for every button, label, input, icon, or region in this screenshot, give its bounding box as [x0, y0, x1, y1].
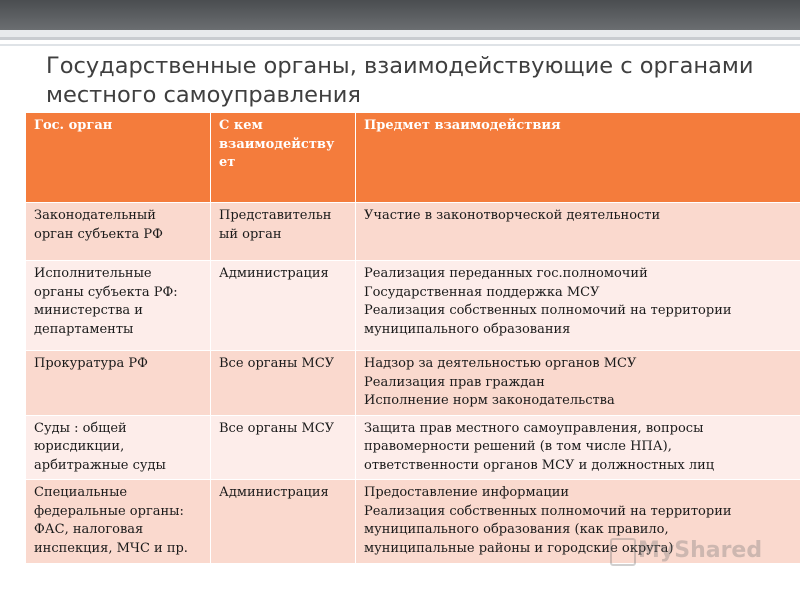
cell-line: муниципального образования (как правило, [364, 522, 669, 537]
slide-title: Государственные органы, взаимодействующие с органами местного самоуправления [46, 53, 754, 108]
cell-subject [356, 261, 800, 351]
watermark [608, 538, 762, 563]
cell-line: ответственности органов МСУ и должностных лиц [364, 457, 715, 473]
cell-line: Реализация собственных полномочий на территории [364, 303, 732, 318]
header-with-whom: С кем взаимодейству ет [211, 113, 356, 203]
cell-line: Реализация собственных полномочий на территории [364, 503, 732, 519]
watermark-text: MyShared [638, 538, 763, 563]
cell-with-whom [211, 415, 356, 480]
cell-line: муниципального образования [364, 321, 571, 337]
cell-gov-organ [26, 351, 211, 416]
cell-with-whom [211, 203, 356, 261]
table-body [26, 203, 800, 564]
cell-gov-organ [26, 203, 211, 261]
cell-line: орган субъекта РФ [34, 226, 163, 242]
cell-line: юрисдикции, [34, 439, 125, 454]
cell-line: Реализация переданных гос.полномочий [364, 266, 648, 281]
table-header-row [26, 113, 800, 203]
cell-with-whom [211, 351, 356, 416]
title-divider [0, 44, 800, 46]
cell-with-whom [211, 480, 356, 564]
cell-subject [356, 351, 800, 416]
interaction-table [25, 112, 800, 564]
cell-line: Исполнение норм законодательства [364, 393, 615, 408]
cell-line: органы субъекта РФ: [34, 284, 178, 300]
cell-subject [356, 415, 800, 480]
cell-line: правомерности решений (в том числе НПА), [364, 439, 672, 454]
table-row [26, 415, 800, 480]
cell-line: Прокуратура РФ [34, 356, 148, 371]
cell-gov-organ [26, 415, 211, 480]
table-row [26, 351, 800, 416]
header-gov-organ: Гос. орган [26, 113, 211, 203]
cell-line: Администрация [219, 266, 329, 281]
cell-line: Все органы МСУ [219, 420, 335, 436]
cell-line: Суды : общей [34, 420, 127, 436]
cell-line: федеральные органы: [34, 503, 184, 519]
cell-line: Администрация [219, 485, 329, 500]
cell-line: ый орган [219, 226, 282, 242]
cell-line: инспекция, МЧС и пр. [34, 540, 188, 556]
cell-line: Защита прав местного самоуправления, вопросы [364, 420, 704, 436]
cell-gov-organ [26, 480, 211, 564]
cell-with-whom [211, 261, 356, 351]
cell-line: Государственная поддержка МСУ [364, 284, 600, 300]
cell-line: Представительн [219, 208, 332, 223]
cell-subject [356, 203, 800, 261]
cell-line: Надзор за деятельностью органов МСУ [364, 356, 637, 371]
table-row [26, 203, 800, 261]
cell-gov-organ [26, 261, 211, 351]
cell-line: Исполнительные [34, 266, 152, 281]
top-stripe [0, 30, 800, 37]
cell-line: министерства и [34, 303, 143, 318]
cell-line: Участие в законотворческой деятельности [364, 208, 661, 223]
cell-line: арбитражные суды [34, 457, 166, 473]
top-stripe-secondary [0, 37, 800, 40]
cell-line: Специальные [34, 485, 128, 500]
cell-line: департаменты [34, 321, 134, 337]
cell-line: Предоставление информации [364, 485, 570, 500]
cell-line: Все органы МСУ [219, 356, 335, 371]
header-subject: Предмет взаимодействия [356, 113, 800, 203]
cell-line: ФАС, налоговая [34, 522, 144, 537]
cell-line: муниципальные районы и городские округа) [364, 540, 674, 556]
cell-line: Законодательный [34, 208, 156, 223]
top-bar [0, 0, 800, 30]
cell-line: Реализация прав граждан [364, 374, 545, 390]
table-row [26, 261, 800, 351]
